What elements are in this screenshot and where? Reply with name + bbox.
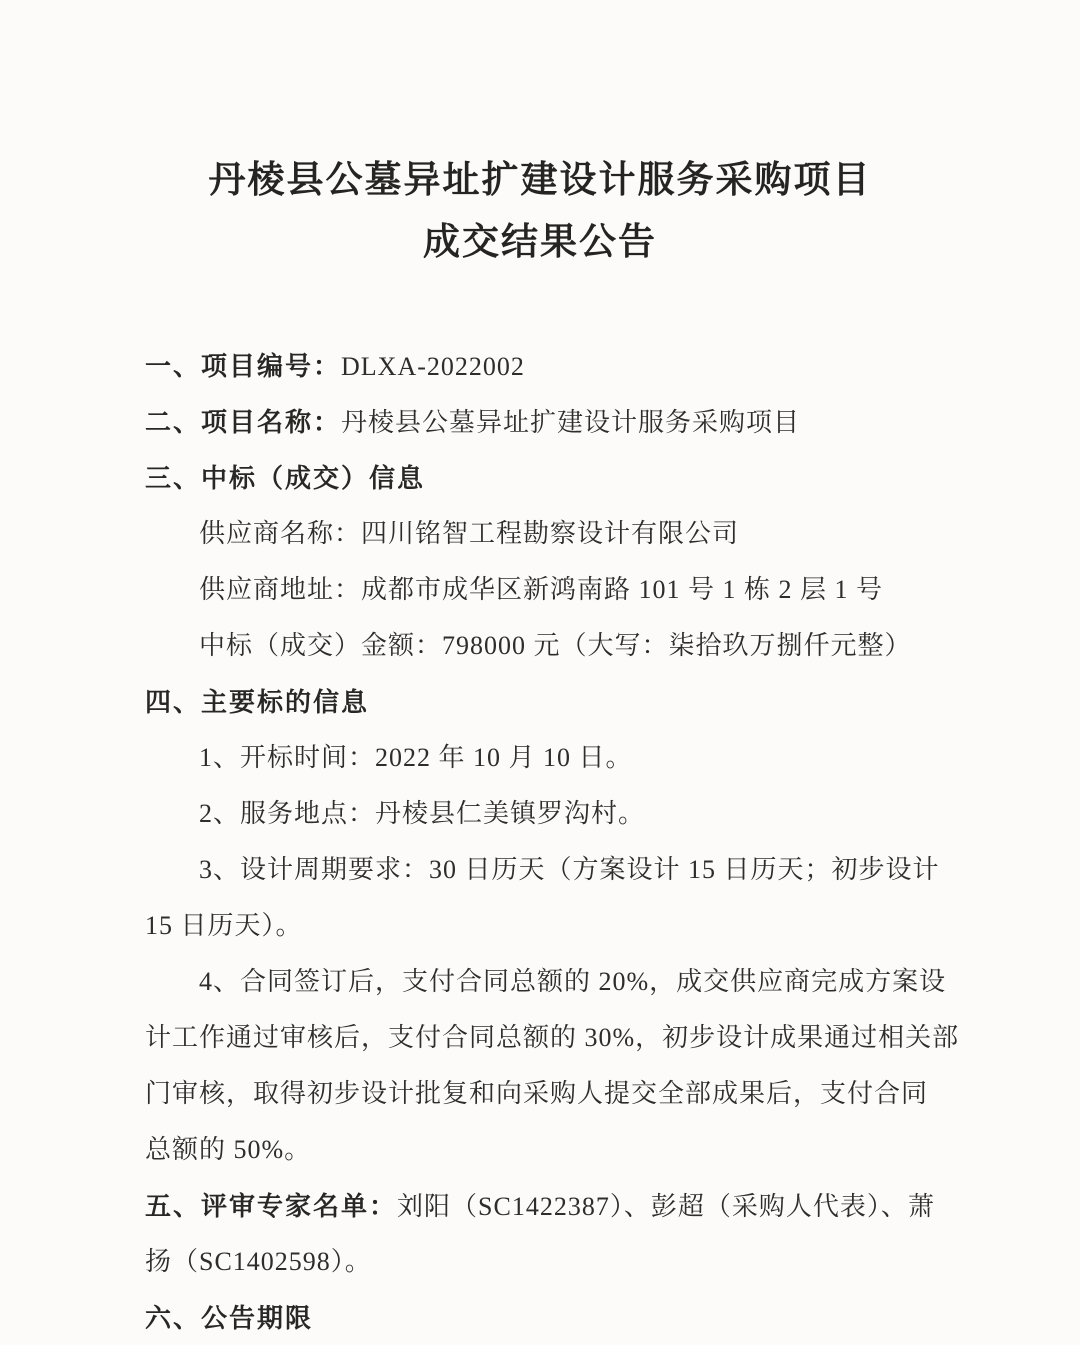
document-title-line1: 丹棱县公墓异址扩建设计服务采购项目 (208, 160, 872, 201)
section-project-name-value: 丹棱县公墓异址扩建设计服务采购项目 (341, 408, 801, 437)
expert-list-line-2: 扬（SC1402598）。 (145, 1247, 372, 1276)
section-announcement-period-label: 六、公告期限 (145, 1303, 314, 1333)
section-announcement-period-heading (145, 1290, 960, 1345)
section-project-number (145, 338, 960, 394)
document-title (0, 150, 1080, 274)
section-award-info-heading (145, 450, 960, 506)
payment-terms-line-3: 门审核，取得初步设计批复和向采购人提交全部成果后，支付合同 (145, 1079, 929, 1108)
design-period-line-2: 15 日历天）。 (145, 911, 303, 940)
bid-opening-time-line: 1、开标时间：2022 年 10 月 10 日。 (199, 743, 633, 772)
design-period-line-1: 3、设计周期要求：30 日历天（方案设计 15 日历天；初步设计 (199, 855, 940, 884)
payment-terms-line-1: 4、合同签订后，支付合同总额的 20%，成交供应商完成方案设 (199, 967, 947, 996)
document-body (0, 338, 1080, 1345)
payment-terms-line-4: 总额的 50%。 (145, 1135, 312, 1164)
section-expert-list (145, 1178, 960, 1234)
document-title-line2: 成交结果公告 (423, 222, 657, 263)
supplier-address-line: 供应商地址：成都市成华区新鸿南路 101 号 1 栋 2 层 1 号 (199, 575, 884, 604)
section-project-number-value: DLXA-2022002 (341, 352, 525, 381)
section-project-number-label: 一、项目编号： (145, 351, 342, 381)
section-expert-list-value: 刘阳（SC1422387）、彭超（采购人代表）、萧 (397, 1192, 935, 1221)
award-amount-line: 中标（成交）金额：798000 元（大写：柒拾玖万捌仟元整） (199, 631, 912, 660)
section-main-subject-heading (145, 674, 960, 730)
section-expert-list-label: 五、评审专家名单： (145, 1191, 398, 1221)
service-location-line: 2、服务地点：丹棱县仁美镇罗沟村。 (199, 799, 646, 828)
section-project-name (145, 394, 960, 450)
section-project-name-label: 二、项目名称： (145, 407, 342, 437)
section-award-info-label: 三、中标（成交）信息 (145, 463, 426, 493)
section-main-subject-label: 四、主要标的信息 (145, 687, 370, 717)
supplier-name-line: 供应商名称：四川铭智工程勘察设计有限公司 (199, 519, 740, 548)
payment-terms-line-2: 计工作通过审核后，支付合同总额的 30%，初步设计成果通过相关部 (145, 1023, 960, 1052)
